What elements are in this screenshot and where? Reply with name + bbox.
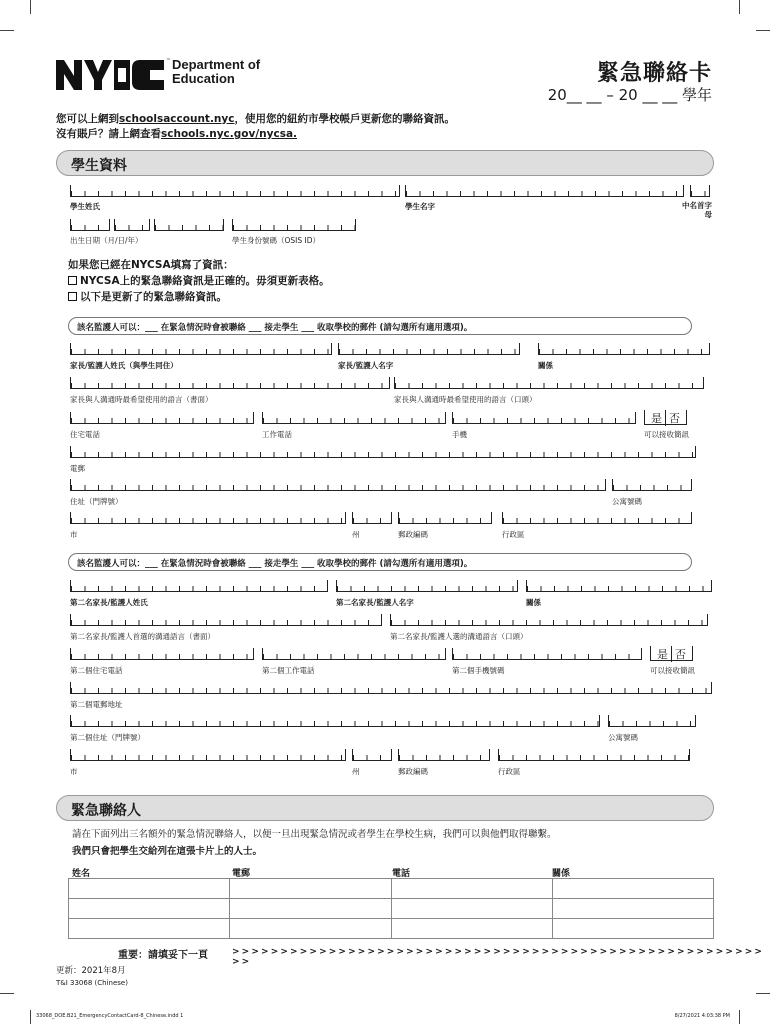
crop-mark bbox=[0, 993, 14, 994]
file-name: 33068_DOE.B21_EmergencyContactCard-8_Chinese.indd 1 bbox=[36, 1013, 184, 1019]
table-row bbox=[69, 899, 714, 919]
guardian1-text-yes-no[interactable] bbox=[644, 410, 687, 425]
guardian2-city-label: 市 bbox=[70, 767, 78, 776]
relationship-cell[interactable] bbox=[552, 899, 713, 919]
crop-mark bbox=[756, 30, 770, 31]
emergency-description: 請在下面列出三名額外的緊急情況聯絡人，以便一旦出現緊急情況或者學生在學校生病，我們可以與他們取得聯繫。 bbox=[72, 829, 557, 840]
guardian1-apt-field[interactable] bbox=[612, 479, 692, 491]
email-cell[interactable] bbox=[230, 879, 391, 899]
guardian2-text-yes-no[interactable] bbox=[650, 646, 693, 661]
guardian2-city-field[interactable] bbox=[70, 749, 346, 761]
guardian1-apt-label: 公寓號碼 bbox=[612, 497, 642, 506]
guardian2-zip-label: 郵政編碼 bbox=[398, 767, 428, 776]
guardian1-home-phone-label: 住宅電話 bbox=[70, 430, 100, 439]
guardian2-address-field[interactable] bbox=[70, 715, 600, 727]
nycsa-question: 如果您已經在NYCSA填寫了資訊： bbox=[68, 259, 234, 271]
guardian1-work-phone-label: 工作電話 bbox=[262, 430, 292, 439]
crop-mark bbox=[739, 0, 740, 14]
crop-mark bbox=[30, 0, 31, 14]
phone-cell[interactable] bbox=[391, 899, 552, 919]
guardian2-home-phone-label: 第二個住宅電話 bbox=[70, 666, 123, 675]
student-first-name-field[interactable] bbox=[405, 185, 684, 197]
student-middle-initial-field[interactable] bbox=[690, 185, 710, 197]
student-middle-initial-label: 中名首字母 bbox=[682, 201, 712, 219]
guardian1-cell-phone-label: 手機 bbox=[452, 430, 467, 439]
dob-year-field[interactable] bbox=[154, 219, 224, 231]
table-row bbox=[69, 919, 714, 939]
crop-mark bbox=[0, 30, 14, 31]
emergency-section-header: 緊急聯絡人 bbox=[56, 795, 714, 821]
guardian1-zip-field[interactable] bbox=[398, 512, 492, 524]
col-phone-header: 電話 bbox=[392, 869, 411, 879]
intro-text: 您可以上網到schoolsaccount.nyc，使用您的紐約市學校帳戶更新您的聯絡資訊。 沒有賬戶？請上網查看schools.nyc.gov/nycsa. bbox=[56, 113, 455, 140]
trademark-mark: ™ bbox=[166, 58, 171, 64]
guardian1-oral-lang-field[interactable] bbox=[394, 377, 704, 389]
emergency-contacts-table bbox=[68, 878, 714, 939]
important-next-page: 重要：請填妥下一頁 bbox=[118, 950, 208, 961]
yes-option[interactable]: 是 bbox=[657, 648, 668, 661]
col-name-header: 姓名 bbox=[72, 869, 91, 879]
guardian2-written-lang-label: 第二名家長/監護人首選的溝通語言（書面） bbox=[70, 632, 216, 641]
org-line1: Department of bbox=[172, 57, 261, 72]
guardian2-written-lang-field[interactable] bbox=[70, 614, 382, 626]
guardian1-permission-bar[interactable]: 該名監護人可以：___ 在緊急情況時會被聯絡 ___ 接走學生 ___ 收取學校的郵件 (請勾選所有適用選項)。 bbox=[68, 317, 692, 335]
phone-cell[interactable] bbox=[391, 919, 552, 939]
relationship-cell[interactable] bbox=[552, 879, 713, 899]
nycsa-link[interactable]: schools.nyc.gov/nycsa. bbox=[161, 128, 298, 140]
guardian2-email-field[interactable] bbox=[70, 682, 712, 694]
osis-field[interactable] bbox=[232, 219, 356, 231]
guardian2-oral-lang-field[interactable] bbox=[390, 614, 708, 626]
table-row bbox=[69, 879, 714, 899]
guardian2-first-name-label: 第二名家長/監護人名字 bbox=[336, 598, 414, 607]
guardian2-can-text-label: 可以接收簡訊 bbox=[650, 666, 695, 675]
guardian2-apt-field[interactable] bbox=[608, 715, 696, 727]
crop-mark bbox=[739, 1010, 740, 1024]
crop-mark bbox=[756, 993, 770, 994]
guardian2-borough-field[interactable] bbox=[498, 749, 690, 761]
guardian1-home-phone-field[interactable] bbox=[70, 412, 254, 424]
guardian1-state-field[interactable] bbox=[352, 512, 392, 524]
updated-date: 更新：2021年8月 bbox=[56, 966, 126, 976]
schoolsaccount-link[interactable]: schoolsaccount.nyc bbox=[119, 113, 235, 125]
guardian1-relationship-field[interactable] bbox=[538, 343, 710, 355]
emergency-note: 我們只會把學生交給列在這張卡片上的人士。 bbox=[72, 846, 263, 857]
name-cell[interactable] bbox=[69, 899, 230, 919]
guardian2-home-phone-field[interactable] bbox=[70, 648, 254, 660]
guardian1-state-label: 州 bbox=[352, 530, 360, 539]
nyc-logo bbox=[56, 56, 166, 94]
guardian2-address-label: 第二個住址（門牌號） bbox=[70, 733, 145, 742]
guardian2-oral-lang-label: 第二名家長/監護人選的溝通語言（口頭） bbox=[390, 632, 528, 641]
guardian1-can-text-label: 可以接收簡訊 bbox=[644, 430, 689, 439]
name-cell[interactable] bbox=[69, 879, 230, 899]
guardian2-borough-label: 行政區 bbox=[498, 767, 521, 776]
guardian2-permission-bar[interactable]: 該名監護人可以：___ 在緊急情況時會被聯絡 ___ 接走學生 ___ 收取學校的郵件 (請勾選所有適用選項)。 bbox=[68, 553, 692, 571]
dob-label: 出生日期（月/日/年） bbox=[70, 236, 143, 245]
checkbox[interactable] bbox=[68, 276, 77, 285]
name-cell[interactable] bbox=[69, 919, 230, 939]
guardian2-work-phone-field[interactable] bbox=[262, 648, 446, 660]
checkbox[interactable] bbox=[68, 292, 77, 301]
guardian1-cell-phone-field[interactable] bbox=[452, 412, 636, 424]
guardian1-city-field[interactable] bbox=[70, 512, 346, 524]
no-option[interactable]: 否 bbox=[671, 646, 689, 662]
guardian1-written-lang-label: 家長與人溝通時最希望使用的語言（書面） bbox=[70, 395, 213, 404]
crop-mark bbox=[30, 1010, 31, 1024]
no-option[interactable]: 否 bbox=[665, 410, 683, 426]
guardian2-relationship-label: 關係 bbox=[526, 598, 541, 607]
guardian2-first-name-field[interactable] bbox=[336, 580, 518, 592]
guardian1-email-label: 電郵 bbox=[70, 464, 85, 473]
guardian2-relationship-field[interactable] bbox=[526, 580, 712, 592]
guardian1-last-name-label: 家長/監護人姓氏（與學生同住） bbox=[70, 361, 178, 370]
dob-day-field[interactable] bbox=[114, 219, 150, 231]
guardian1-work-phone-field[interactable] bbox=[262, 412, 446, 424]
student-last-name-field[interactable] bbox=[70, 185, 400, 197]
guardian2-cell-phone-label: 第二個手機號碼 bbox=[452, 666, 505, 675]
form-title: 緊急聯絡卡 bbox=[596, 61, 712, 86]
relationship-cell[interactable] bbox=[552, 919, 713, 939]
osis-label: 學生身份號碼（OSIS ID） bbox=[232, 236, 321, 245]
guardian1-email-field[interactable] bbox=[70, 446, 696, 458]
email-cell[interactable] bbox=[230, 919, 391, 939]
student-section-header: 學生資料 bbox=[56, 150, 714, 176]
col-email-header: 電郵 bbox=[232, 869, 251, 879]
arrow-row: > > > > > > > > > > > > > > > > > > > > > > > > > > > > > > > > > > > > > > > > > > > > > > > > > > > > > > > > > bbox=[232, 947, 762, 967]
guardian2-last-name-field[interactable] bbox=[70, 580, 328, 592]
col-relationship-header: 關係 bbox=[552, 869, 571, 879]
guardian2-state-field[interactable] bbox=[352, 749, 392, 761]
guardian2-email-label: 第二個電郵地址 bbox=[70, 700, 123, 709]
yes-option[interactable]: 是 bbox=[651, 412, 662, 425]
guardian2-cell-phone-field[interactable] bbox=[452, 648, 642, 660]
dob-month-field[interactable] bbox=[70, 219, 110, 231]
student-first-name-label: 學生名字 bbox=[405, 202, 435, 211]
form-code: T&I 33068 (Chinese) bbox=[56, 979, 128, 987]
guardian1-city-label: 市 bbox=[70, 530, 78, 539]
guardian1-borough-field[interactable] bbox=[502, 512, 692, 524]
option-nycsa-correct[interactable]: NYCSA上的緊急聯絡資訊是正確的。毋須更新表格。 bbox=[68, 273, 330, 288]
guardian2-zip-field[interactable] bbox=[398, 749, 490, 761]
phone-cell[interactable] bbox=[391, 879, 552, 899]
guardian1-address-field[interactable] bbox=[70, 479, 606, 491]
guardian1-first-name-label: 家長/監護人名字 bbox=[338, 361, 394, 370]
guardian1-relationship-label: 關係 bbox=[538, 361, 553, 370]
org-name bbox=[172, 58, 260, 86]
school-year: 20__ __ – 20 __ __ 學年 bbox=[547, 86, 712, 104]
email-cell[interactable] bbox=[230, 899, 391, 919]
option-updated-below[interactable]: 以下是更新了的緊急聯絡資訊。 bbox=[68, 289, 227, 304]
guardian2-state-label: 州 bbox=[352, 767, 360, 776]
guardian1-borough-label: 行政區 bbox=[502, 530, 525, 539]
guardian2-last-name-label: 第二名家長/監護人姓氏 bbox=[70, 598, 148, 607]
guardian1-oral-lang-label: 家長與人溝通時最希望使用的語言（口頭） bbox=[394, 395, 537, 404]
org-line2: Education bbox=[172, 71, 235, 86]
print-date: 8/27/2021 4:03:38 PM bbox=[674, 1013, 730, 1019]
guardian2-work-phone-label: 第二個工作電話 bbox=[262, 666, 315, 675]
guardian1-address-label: 住址（門牌號） bbox=[70, 497, 123, 506]
student-last-name-label: 學生姓氏 bbox=[70, 202, 100, 211]
guardian1-written-lang-field[interactable] bbox=[70, 377, 390, 389]
guardian1-last-name-field[interactable] bbox=[70, 343, 332, 355]
guardian1-zip-label: 郵政編碼 bbox=[398, 530, 428, 539]
guardian2-apt-label: 公寓號碼 bbox=[608, 733, 638, 742]
guardian1-first-name-field[interactable] bbox=[338, 343, 520, 355]
